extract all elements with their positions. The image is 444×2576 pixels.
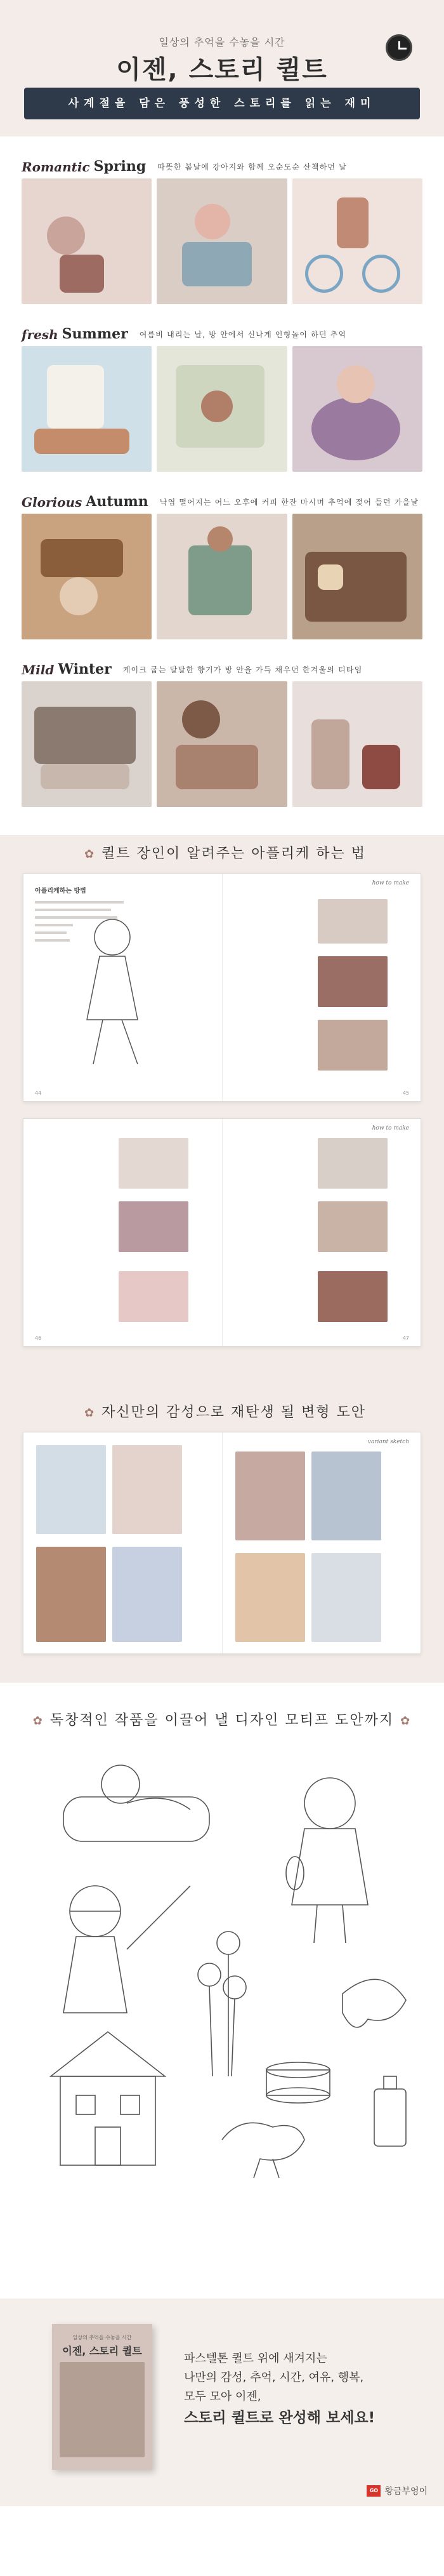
- motif-line-drawings: [0, 1759, 444, 2292]
- promo-footer: [0, 2299, 444, 2506]
- season-winter: [0, 639, 444, 807]
- spread-page: how to make 47: [222, 1119, 421, 1346]
- spread-page: 46: [23, 1119, 222, 1346]
- quilt-photo: [157, 346, 287, 472]
- spread-page: 아플리케하는 방법 44: [23, 874, 222, 1101]
- quilt-photo: [292, 681, 422, 807]
- step-heading: 아플리케하는 방법: [35, 888, 86, 895]
- book-cover-title: 이젠, 스토리 퀼트: [62, 2345, 142, 2357]
- applique-section: [0, 835, 444, 1394]
- spread-page: [23, 1432, 222, 1653]
- clock-icon: [386, 34, 412, 61]
- season-desc: 여름비 내리는 날, 방 안에서 신나게 인형놀이 하던 추억: [139, 330, 347, 339]
- girl-drawing: [68, 912, 163, 1083]
- motif-section: [0, 1702, 444, 2299]
- season-name: Winter: [58, 661, 112, 677]
- quilt-photo: [157, 178, 287, 304]
- quilt-photo: [157, 514, 287, 639]
- book-cover: [52, 2324, 152, 2470]
- book-spread: [23, 1118, 421, 1347]
- season-summer: [0, 304, 444, 472]
- season-spring: [0, 137, 444, 304]
- season-name: Autumn: [86, 493, 148, 510]
- promo-line: 스토리 퀼트로 완성해 보세요!: [184, 2410, 375, 2426]
- season-script: Glorious: [22, 495, 82, 510]
- book-spread: [23, 1432, 421, 1654]
- page-tag: how to make: [372, 1125, 409, 1131]
- section-title: ✿ 독창적인 작품을 이끌어 낼 디자인 모티프 도안까지 ✿: [32, 1712, 412, 1728]
- section-title: ✿ 퀼트 장인이 알려주는 아플리케 하는 법: [84, 846, 367, 862]
- promo-line: 나만의 감성, 추억, 시간, 여유, 행복,: [184, 2371, 364, 2384]
- header: [0, 0, 444, 137]
- quilt-photo: [157, 681, 287, 807]
- quilt-photo: [22, 178, 152, 304]
- season-script: Romantic: [22, 159, 90, 175]
- header-subtitle: 일상의 추억을 수놓을 시간: [159, 36, 285, 48]
- quilt-photo: [292, 178, 422, 304]
- page-tag: how to make: [372, 880, 409, 886]
- tagline-band: 사계절을 담은 풍성한 스토리를 읽는 재미: [24, 88, 420, 119]
- spread-page: [222, 1432, 421, 1653]
- book-spread: [23, 873, 421, 1102]
- book-title: 이젠, 스토리 퀼트: [116, 55, 328, 84]
- spread-page: how to make 45: [222, 874, 421, 1101]
- book-cover-image: [60, 2362, 145, 2457]
- quilt-photo: [292, 346, 422, 472]
- variation-section: [0, 1394, 444, 1683]
- season-desc: 낙엽 떨어지는 어느 오후에 커피 한잔 마시며 추억에 젖어 들던 가을날: [159, 498, 419, 507]
- quilt-photo: [22, 514, 152, 639]
- section-title: ✿ 자신만의 감성으로 재탄생 될 변형 도안: [84, 1405, 367, 1420]
- page-tag: variant sketch: [367, 1439, 409, 1445]
- season-name: Spring: [93, 158, 147, 175]
- promo-line: 모두 모아 이젠,: [184, 2390, 261, 2403]
- season-autumn: [0, 472, 444, 639]
- promo-line: 파스텔톤 퀼트 위에 새겨지는: [184, 2352, 327, 2365]
- promo-copy: [184, 2349, 375, 2429]
- quilt-photo: [22, 681, 152, 807]
- quilt-photo: [22, 346, 152, 472]
- season-desc: 케이크 굽는 달달한 향기가 방 안을 가득 채우던 한겨울의 티타임: [122, 665, 363, 674]
- publisher-name: 황금부엉이: [384, 2486, 428, 2497]
- season-script: Mild: [22, 662, 55, 677]
- publisher-logo-icon: GO: [367, 2485, 381, 2497]
- season-desc: 따뜻한 봄날에 강아지와 함께 오순도순 산책하던 날: [157, 163, 347, 171]
- quilt-photo: [292, 514, 422, 639]
- season-name: Summer: [62, 326, 128, 342]
- book-cover-subtitle: 일상의 추억을 수놓을 시간: [72, 2335, 132, 2340]
- publisher: [367, 2485, 428, 2497]
- season-script: fresh: [22, 327, 58, 342]
